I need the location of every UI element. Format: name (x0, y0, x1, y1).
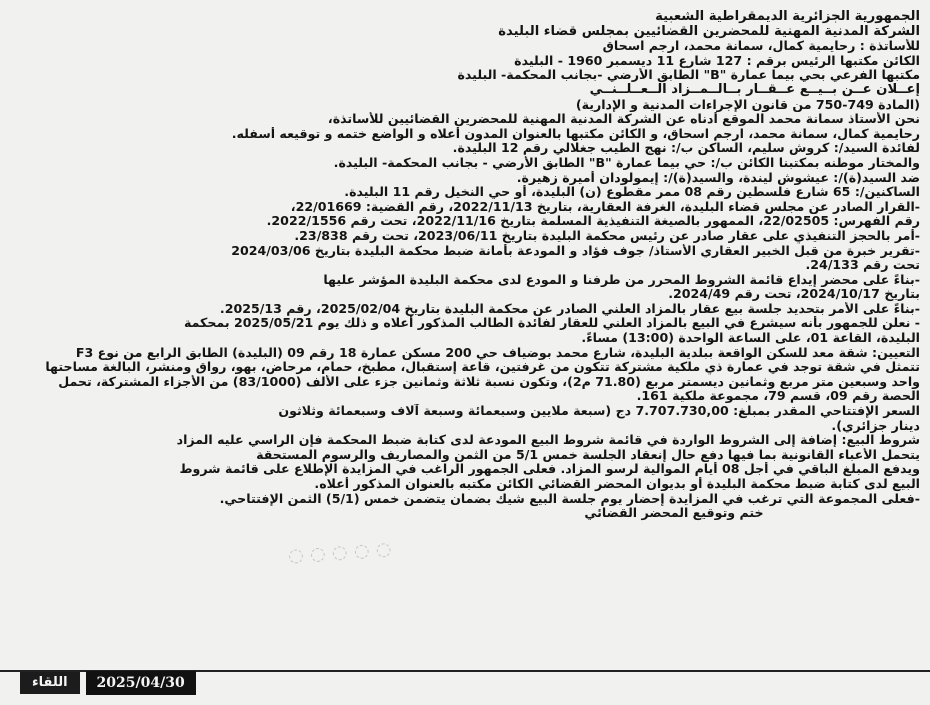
notice-body-line: -تقرير خبرة من قبل الخبير العقاري الأستاذ/ جوف فؤاد و المودعة بأمانة ضبط محكمة البليدة بتاريخ 2024/03/06 (231, 243, 920, 258)
notice-body-line: شروط البيع: إضافة إلى الشروط الواردة في قائمة شروط البيع المودعة لدى كتابة ضبط المحكمة فإن الراسي عليه المزاد (176, 433, 920, 448)
notice-body-line: الساكنين/: 65 شارع فلسطين رقم 08 ممر مقطوع (ن) البليدة، أو حي النخيل رقم 11 البليدة. (344, 185, 920, 200)
notice-body-line: دينار جزائري). (831, 418, 920, 433)
auction-notice (8, 10, 920, 670)
notice-body-line: بتاريخ 2024/10/17، تحت رقم 2024/49. (668, 287, 920, 302)
header-branch-office: مكتبها الفرعي بحي بيما عمارة "B" الطابق الأرضي -بجانب المحكمة- البليدة (457, 68, 920, 83)
publication-date: 2025/04/30 (86, 671, 196, 695)
notice-body-line: رحايمية كمال، سمانة محمد، ارجم اسحاق، و الكائن مكتبها بالعنوان المدون أعلاه و الواضع ختمه و توقيعه أسفله. (231, 126, 920, 141)
header-republic: الجمهورية الجزائرية الديمقراطية الشعبية (655, 10, 920, 24)
notice-legal-reference: (المادة 749-750 من قانون الإجراءات المدنية و الإدارية) (575, 97, 920, 112)
notice-body-line: لفائدة السيد/: كروش سليم، الساكن ب/: نهج الطيب جغلالي رقم 12 البليدة. (452, 141, 920, 156)
notice-body-line: السعر الإفتتاحي المقدر بمبلغ: 7.707.730,00 دج (سبعة ملايين وسبعمائة وسبعة آلاف وسبعمائة وثلاثون (278, 404, 920, 419)
notice-body-line: البيع لدى كتابة ضبط محكمة البليدة أو بديوان المحضر القضائي الكائن مكتبه بالعنوان المذكور أعلاه. (314, 477, 920, 491)
notice-signature: ختم وتوقيع المحضر القضائي (584, 506, 764, 521)
notice-body-line: -أمر بالحجز التنفيذي على عقار صادر عن رئيس محكمة البليدة بتاريخ 2023/06/11، تحت رقم 23/838. (294, 228, 920, 243)
notice-body-line: تتمثل في شقة توجد في عمارة ذي ملكية مشتركة تتكون من غرفتين، قاعة إستقبال، مطبخ، حمام، مرحاض، بهو، رواق ومنشر، البالغة مساحتها (45, 360, 920, 375)
notice-body-line: الحصة رقم 09، قسم 79، مجموعة ملكية 161. (636, 389, 920, 404)
notice-body-line: نحن الأستاذ سمانة محمد الموقع أدناه عن الشركة المدنية المهنية للمحضرين القضائيين للأساتذة، (327, 112, 920, 127)
notice-body-line: تحت رقم 24/133. (805, 258, 920, 273)
notice-body-line: ضد السيد(ة)/: عيشوش ليندة، والسيد(ة)/: إيمولودان أميرة زهيرة. (516, 170, 920, 185)
newspaper-name: اللقاء (20, 672, 80, 694)
notice-body-line: والمختار موطنه بمكتبنا الكائن ب/: حي بيما عمارة "B" الطابق الأرضي - بجانب المحكمة- البليدة. (333, 155, 920, 170)
notice-body-line: واحد وسبعين متر مربع وثمانين ديسمتر مربع (71.80 م2)، وتكون نسبة ثلاثة وثمانين جزء على الألف (83/1000) من الأجزاء المشتركة، تحمل (58, 374, 920, 389)
notice-body-line: البليدة، القاعة 01، على الساعة الواحدة (13:00) مساءً. (581, 331, 920, 346)
header-main-office: الكائن مكتبها الرئيس برقم : 127 شارع 11 ديسمبر 1960 - البليدة (514, 53, 920, 68)
header-company: الشركة المدنية المهنية للمحضرين القضائيين بمجلس قضاء البليدة (498, 24, 920, 39)
notice-body-line: -فعلى المجموعة التي ترغب في المزايدة إحضار يوم جلسة البيع شيك بضمان يتضمن خمس (5/1) الثمن الإفتتاحي. (219, 491, 920, 506)
notice-body-line: - نعلن للجمهور بأنه سيشرع في البيع بالمزاد العلني للعقار لفائدة الطالب المذكور أعلاه و ذلك يوم 2025/05/21 بمحكمة (183, 316, 920, 331)
header-partners: للأساتذة : رحايمية كمال، سمانة محمد، ارجم اسحاق (602, 39, 920, 54)
notice-body-line: -القرار الصادر عن مجلس قضاء البليدة، الغرفة العقارية، بتاريخ 2022/11/13، رقم القضية: 22/01669، (290, 199, 920, 214)
notice-body-line: التعيين: شقة معد للسكن الواقعة ببلدية البليدة، شارع محمد بوضياف حي 200 مسكن عمارة 18 رقم 09 (البليدة) الطابق الرابع من نوع F3 (75, 345, 920, 360)
notice-title: إعــلان عــن بــيــع عــقــار بــالــمــزاد الــعــلــنــي (589, 82, 920, 97)
notice-body-line: يتحمل الأعباء القانونية بما فيها دفع حال إنعقاد الجلسة خمس 5/1 من الثمن والمصاريف والرسوم المستحقة (256, 447, 920, 462)
notice-body-line: رقم الفهرس: 22/02505، الممهور بالصيغة التنفيذية المسلمة بتاريخ 2022/11/16، تحت رقم 2022/1556. (266, 214, 920, 229)
notice-body-line: ويدفع المبلغ الباقي في أجل 08 أيام الموالية لرسو المزاد. فعلى الجمهور الراغب في المزايدة الإطلاع على قائمة شروط (179, 462, 920, 477)
faded-stamp-mark: ◌ ◌ ◌ ◌ ◌ (287, 538, 393, 567)
notice-body-line: -بناءً على الأمر بتحديد جلسة بيع عقار بالمزاد العلني الصادر عن محكمة البليدة بتاريخ 2025/02/04، رقم 2025/13. (219, 301, 920, 316)
notice-body-line: -بناءً على محضر إيداع قائمة الشروط المحرر من طرفنا و المودع لدى محكمة البليدة المؤشر عليها (323, 272, 920, 287)
footer-bar (20, 672, 196, 694)
